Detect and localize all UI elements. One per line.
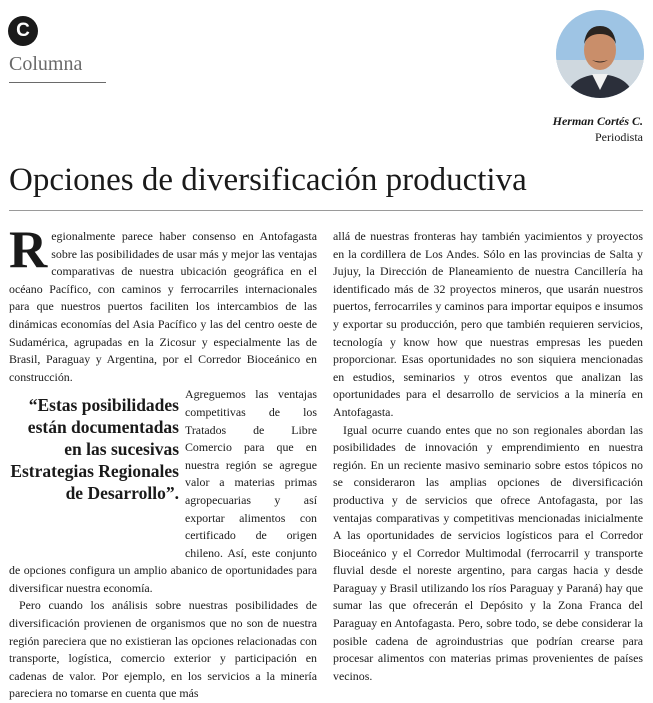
pullquote-block <box>9 386 317 597</box>
headline-divider <box>9 210 643 211</box>
paragraph-5: Igual ocurre cuando entes que no son regionales abordan las posibilidades de innovación y emprendimiento en nuestra región. En un reciente masivo seminario sobre estos tópicos no se consideraron las amplias opciones de diversificación productiva y de servicios que ofrece Antofagasta, por las ventajas comparativas y competitivas mencionadas inicialmente A las oportunidades de servicios logísticos para el Corredor Bioceánico y el Corredor Multimodal (ferrocarril y transporte fluvial desde el noreste argentino, para cargas hacia y desde Paraguay y Brasil utilizando los ríos Paraguay y Paraná) hay que sumar las que ofrecerán el Depósito y la Zona Franca del Paraguay en Antofagasta. Pero, sobre todo, se debe considerar la posible cadena de agroindustrias que podrían crearse para procesar alimentos con materias primas provenientes de países vecinos. <box>333 422 643 683</box>
paragraph-1-text: egionalmente parece haber consenso en Antofagasta sobre las posibilidades de usar más y mejor las ventajas comparativas de nuestra ubicación geográfica en el océano Pacífico, con caminos y ferrocarriles internacionales para que nuestros puertos faciliten los intercambios de las dinámicas economías del Asia Pacífico y las del centro oeste de Sudamérica, agrupadas en la Zicosur y especialmente las de Brasil, Paraguay y Argentina, por el Corredor Bioceánico en construcción. <box>9 229 317 384</box>
pullquote-text: “Estas posibilidades están documentadas en las sucesivas Estrategias Regionales de Desarrollo”. <box>10 395 179 504</box>
article-headline: Opciones de diversificación productiva <box>9 162 527 198</box>
section-badge: C <box>8 16 38 46</box>
paragraph-2: Agreguemos las ventajas competitivas de los Tratados de Libre Comercio para que en nuestra región se agregue valor a materias primas agropecuarias y así exportar alimentos con certificado de origen chileno. Así, este conjunto de opciones configura un amplio abanico de oportunidades para diversificar nuestra economía. <box>9 387 317 595</box>
author-avatar <box>556 10 644 98</box>
section-divider <box>9 82 106 83</box>
author-byline <box>553 113 643 145</box>
author-portrait-icon <box>556 10 644 98</box>
paragraph-3: Pero cuando los análisis sobre nuestras posibilidades de diversificación provienen de organismos que no son de nuestra región pareciera que no existieran las opciones relacionadas con transporte, logística, comercio exterior y participación en cadenas de valor. Por ejemplo, en los servicios a la minería pareciera no tomarse en cuenta que más <box>9 598 317 701</box>
paragraph-1 <box>9 221 317 386</box>
paragraph-4: allá de nuestras fronteras hay también yacimientos y proyectos en la cordillera de Los Andes. Sólo en las provincias de Salta y Jujuy, la Dirección de Planeamiento de nuestra Cancillería ha identificado más de 32 proyectos mineros, que usarán nuestros puertos, ferrocarriles y caminos para importar equipos e insumos y exportar su producción, pero que también requieren servicios, tecnología y know how que nuestras empresas les pueden proporcionar. Esas oportunidades no son siquiera mencionadas en estudios, seminarios y otros eventos que analizan las oportunidades para el desarrollo de servicios a la minería en Antofagasta. <box>333 229 643 419</box>
section-label: Columna <box>9 53 83 75</box>
article-column-right <box>333 228 643 685</box>
pullquote <box>9 386 179 552</box>
article-column-left <box>9 221 317 703</box>
author-name: Herman Cortés C. <box>552 114 643 128</box>
author-role: Periodista <box>595 130 643 144</box>
drop-cap: R <box>9 221 48 279</box>
